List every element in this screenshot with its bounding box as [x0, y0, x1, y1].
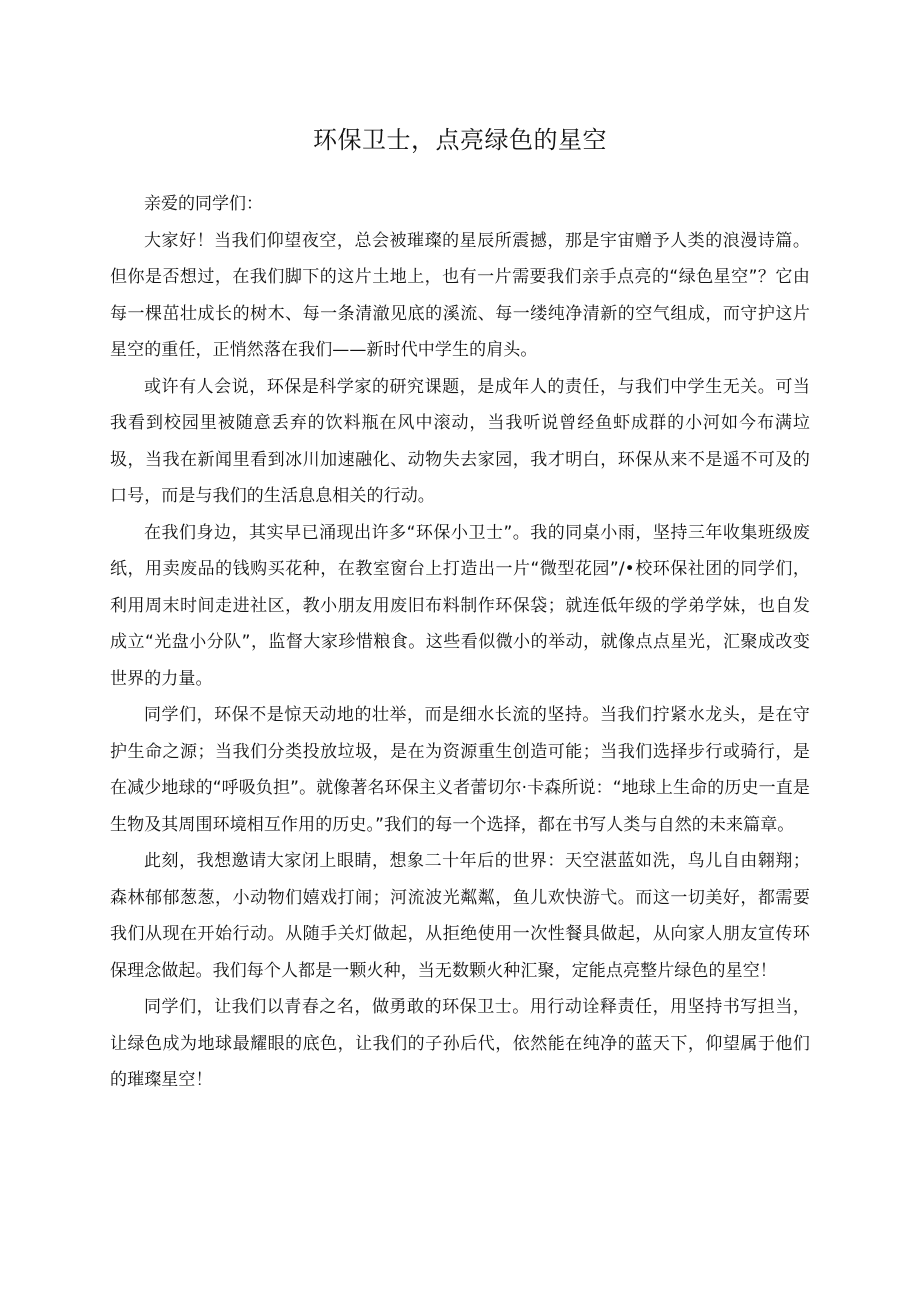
- document-title: 环保卫士，点亮绿色的星空: [313, 126, 607, 154]
- paragraph-3: 在我们身边，其实早已涌现出许多“环保小卫士”。我的同桌小雨，坚持三年收集班级废纸，用卖废品的钱购买花种，在教室窗台上打造出一片“微型花园”/•校环保社团的同学们，利用周末时间走进社区，教小朋友用废旧布料制作环保袋；就连低年级的学弟学妹，也自发成立“光盘小分队”，监督大家珍惜粮食。这些看似微小的举动，就像点点星光，汇聚成改变世界的力量。: [110, 522, 810, 689]
- document-body: [110, 186, 810, 1099]
- paragraph-6: 同学们，让我们以青春之名，做勇敢的环保卫士。用行动诠释责任，用坚持书写担当，让绿色成为地球最耀眼的底色，让我们的子孙后代，依然能在纯净的蓝天下，仰望属于他们的璀璨星空！: [110, 997, 810, 1090]
- paragraph-2: 或许有人会说，环保是科学家的研究课题，是成年人的责任，与我们中学生无关。可当我看到校园里被随意丢弃的饮料瓶在风中滚动，当我听说曾经鱼虾成群的小河如今布满垃圾，当我在新闻里看到冰川加速融化、动物失去家园，我才明白，环保从来不是遥不可及的口号，而是与我们的生活息息相关的行动。: [110, 376, 810, 506]
- paragraph-4: 同学们，环保不是惊天动地的壮举，而是细水长流的坚持。当我们拧紧水龙头，是在守护生命之源；当我们分类投放垃圾，是在为资源重生创造可能；当我们选择步行或骑行，是在减少地球的“呼吸负担”。就像著名环保主义者蕾切尔·卡森所说：“地球上生命的历史一直是生物及其周围环境相互作用的历史。”我们的每一个选择，都在书写人类与自然的未来篇章。: [110, 705, 810, 835]
- paragraph-5: 此刻，我想邀请大家闭上眼睛，想象二十年后的世界：天空湛蓝如洗，鸟儿自由翱翔；森林郁郁葱葱，小动物们嬉戏打闹；河流波光粼粼，鱼儿欢快游弋。而这一切美好，都需要我们从现在开始行动。从随手关灯做起，从拒绝使用一次性餐具做起，从向家人朋友宣传环保理念做起。我们每个人都是一颗火种，当无数颗火种汇聚，定能点亮整片绿色的星空！: [110, 851, 810, 981]
- salutation: 亲爱的同学们：: [144, 194, 263, 214]
- paragraph-1: 大家好！当我们仰望夜空，总会被璀璨的星辰所震撼，那是宇宙赠予人类的浪漫诗篇。但你是否想过，在我们脚下的这片土地上，也有一片需要我们亲手点亮的“绿色星空”？它由每一棵茁壮成长的树木、每一条清澈见底的溪流、每一缕纯净清新的空气组成，而守护这片星空的重任，正悄然落在我们——新时代中学生的肩头。: [110, 230, 810, 360]
